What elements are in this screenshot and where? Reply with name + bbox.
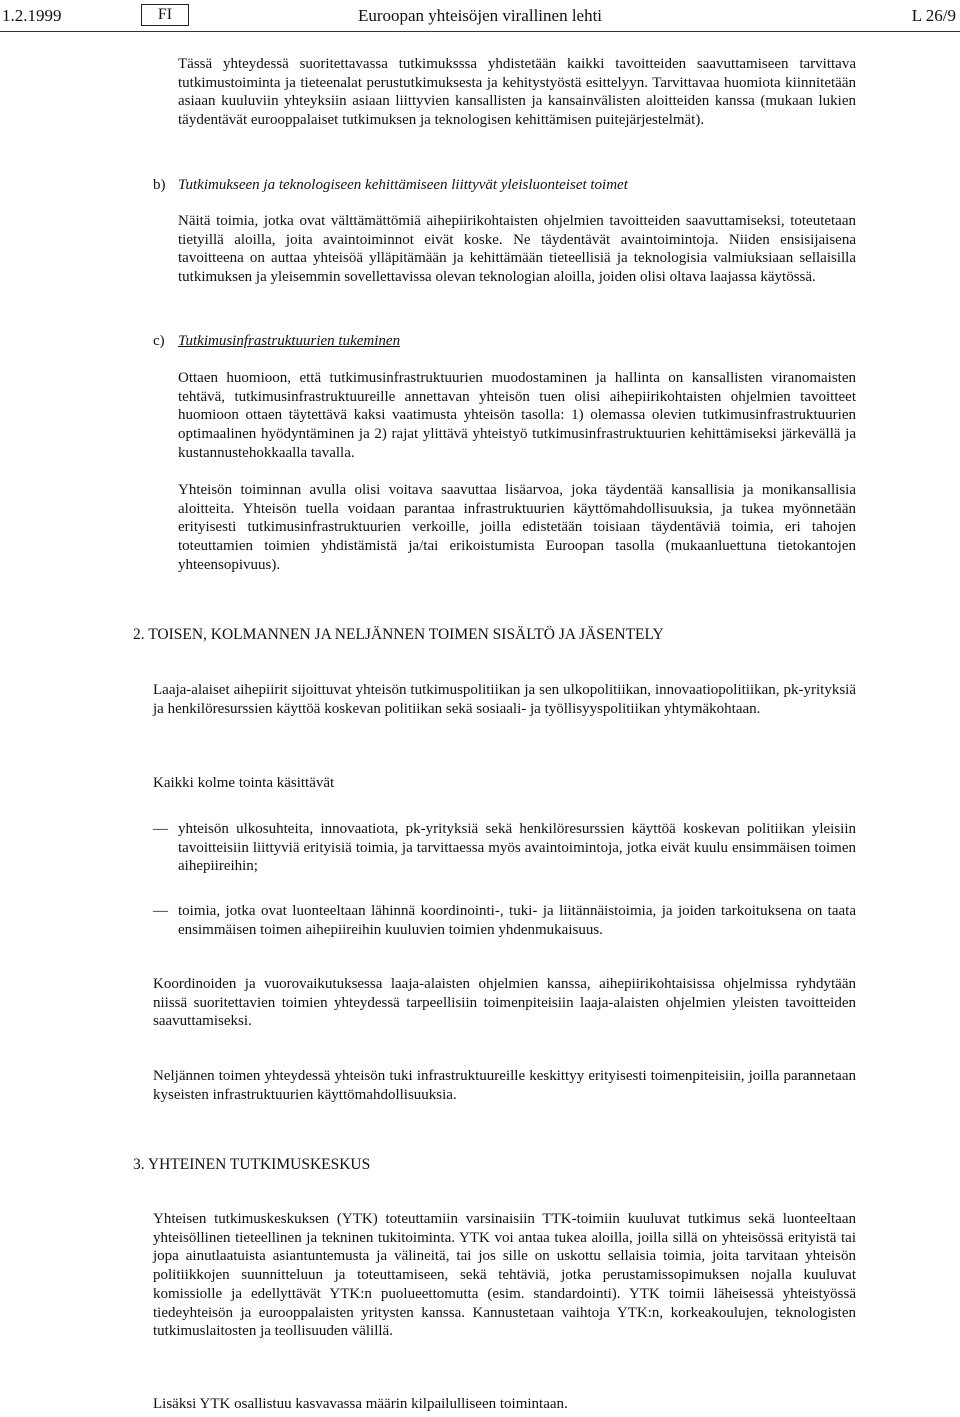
paragraph-3b: Lisäksi YTK osallistuu kasvavassa määrin kilpailulliseen toimintaan.	[153, 1396, 568, 1412]
section-c-title: Tutkimusinfrastruktuurien tukeminen	[178, 333, 401, 349]
paragraph-3a: Yhteisen tutkimuskeskuksen (YTK) toteuttamiin varsinaisiin TTK-toimiin kuuluvat tutkimus sekä luonteeltaan yhteisöllinen tieteellinen ja tekninen tukitoiminta. YTK voi antaa tukea aloilla, joilla sillä on yhteisössä erityistä tai jopa ainutlaatuista asiantuntemusta ja välineitä, tai jos sille on uskottu sellaisia toimia, joita tarvitaan yhteisön politiikkojen suunnitteluun ja toteuttamiseen, sekä tehtäviä, jotka perustamissopimuksen nojalla kuuluvat komissiolle ja edellyttävät YTK:n puolueettomutta (esim. standardointi). YTK toimii läheisessä yhteistyössä tiedeyhteisön ja eurooppalaisten yritysten kanssa. Kannustetaan vaihtoja YTK:n, korkeakoulujen, teknologisten tutkimuslaitosten ja teollisuuden välillä.	[153, 1211, 856, 1340]
list-dash: —	[153, 903, 168, 919]
paragraph-c2: Yhteisön toiminnan avulla olisi voitava saavuttaa lisäarvoa, joka täydentää kansallisia ja monikansallisia aloitteita. Yhteisön tuella voidaan parantaa infrastruktuurien käyttömahdollisuuksia, ja tukea myönnetään erityisesti tutkimusinfrastruktuurien verkoille, joilla edistetään toisiaan täydentäviä toimia, eri tahojen toteuttamien toimien yhdistämistä ja/tai erikoistumista Euroopan tasolla (mukaanluettuna tietokantojen yhteensopivuus).	[178, 482, 856, 573]
paragraph-c1: Ottaen huomioon, että tutkimusinfrastruktuurien muodostaminen ja hallinta on kansallisten viranomaisten tehtävä, tutkimusinfrastruktuureille annettavan yhteisön tuen olisi aihepiirikohtaisten ohjelmien tavoitteet huomioon ottaen täytettävä kaksi vaatimusta yhteisön tasolla: 1) olemassa olevien tutkimusinfrastruktuurien optimaalinen hyödyntäminen ja 2) rajat ylittävä yhteistyö tutkimusinfrastruktuurien kehittämiseksi järkevällä ja kustannustehokkaalla tavalla.	[178, 370, 856, 461]
page-header	[0, 4, 960, 28]
heading-section-2: 2. TOISEN, KOLMANNEN JA NELJÄNNEN TOIMEN SISÄLTÖ JA JÄSENTELY	[133, 626, 664, 643]
page-number: L 26/9	[911, 6, 956, 25]
paragraph-intro: Tässä yhteydessä suoritettavassa tutkimuksssa yhdistetään kaikki tavoitteiden saavuttamiseen tarvittava tutkimustoiminta ja tieteenalat perustutkimuksesta ja kehitystyöstä esittelyyn. Tarvittavaa huomiota kiinnitetään asiaan kuuluviin yhteyksiin asiaan liittyvien kansallisten ja kansainvälisten aloitteiden kanssa (mukaan lukien täydentävät eurooppalaiset tutkimuksen ja teknologisen kehittämisen puitejärjestelmät).	[178, 56, 856, 129]
list-item: yhteisön ulkosuhteita, innovaatiota, pk-yrityksiä sekä henkilöresurssien käyttöä koskevan politiikan yleisiin tavoitteisiin liittyviä erityisiä toimia, ja tarvittaessa myös avaintoimintoja, jotka eivät kuulu ensimmäisen toimen aihepiireihin;	[178, 821, 856, 875]
section-b-title: Tutkimukseen ja teknologiseen kehittämiseen liittyvät yleisluonteiset toimet	[178, 177, 628, 193]
paragraph-2a: Laaja-alaiset aihepiirit sijoittuvat yhteisön tutkimuspolitiikan ja sen ulkopolitiikan, innovaatiopolitiikan, pk-yrityksiä ja henkilöresurssien käyttöä koskevan politiikan sekä sosiaali- ja työllisyyspolitiikan yhtymäkohtaan.	[153, 682, 856, 717]
paragraph-2c: Koordinoiden ja vuorovaikutuksessa laaja-alaisten ohjelmien kanssa, aihepiirikohtaisissa ohjelmissa ryhdytään niissä suoritettavien toimien yhteydessä tarpeellisiin toimenpiteisiin laaja-alaisten ohjelmien yleisten tavoitteiden saavuttamiseksi.	[153, 976, 856, 1030]
list-dash: —	[153, 821, 168, 837]
section-c-label: c)	[153, 333, 165, 349]
header-rule	[0, 31, 960, 32]
language-badge: FI	[141, 4, 189, 26]
journal-title: Euroopan yhteisöjen virallinen lehti	[357, 6, 603, 25]
publication-date: 1.2.1999	[2, 6, 62, 25]
paragraph-b: Näitä toimia, jotka ovat välttämättömiä aihepiirikohtaisten ohjelmien tavoitteiden saavuttamiseksi, toteutetaan tietyillä aloilla, joita avaintoiminnot eivät koske. Ne täydentävät avaintoimintoja. Niiden ensisijaisena tavoitteena on auttaa yhteisöä ylläpitämään ja kehittämään tieteellisiä ja teknologisia valmiuksiaan sellaisilla tutkimuksen ja yleisemmin sovellettavissa olevan teknologian aloilla, joiden olisi oltava laajassa käytössä.	[178, 213, 856, 286]
paragraph-2d: Neljännen toimen yhteydessä yhteisön tuki infrastruktuureille keskittyy erityisesti toimenpiteisiin, joilla parannetaan kyseisten infrastruktuurien käyttömahdollisuuksia.	[153, 1068, 856, 1103]
paragraph-2b: Kaikki kolme tointa käsittävät	[153, 775, 335, 791]
heading-section-3: 3. YHTEINEN TUTKIMUSKESKUS	[133, 1156, 371, 1173]
section-b-label: b)	[153, 177, 166, 193]
list-item: toimia, jotka ovat luonteeltaan lähinnä koordinointi-, tuki- ja liitännäistoimia, ja joiden tarkoituksena on taata ensimmäisen toimen aihepiireihin kuuluvien toimien yhdenmukaisuus.	[178, 903, 856, 938]
